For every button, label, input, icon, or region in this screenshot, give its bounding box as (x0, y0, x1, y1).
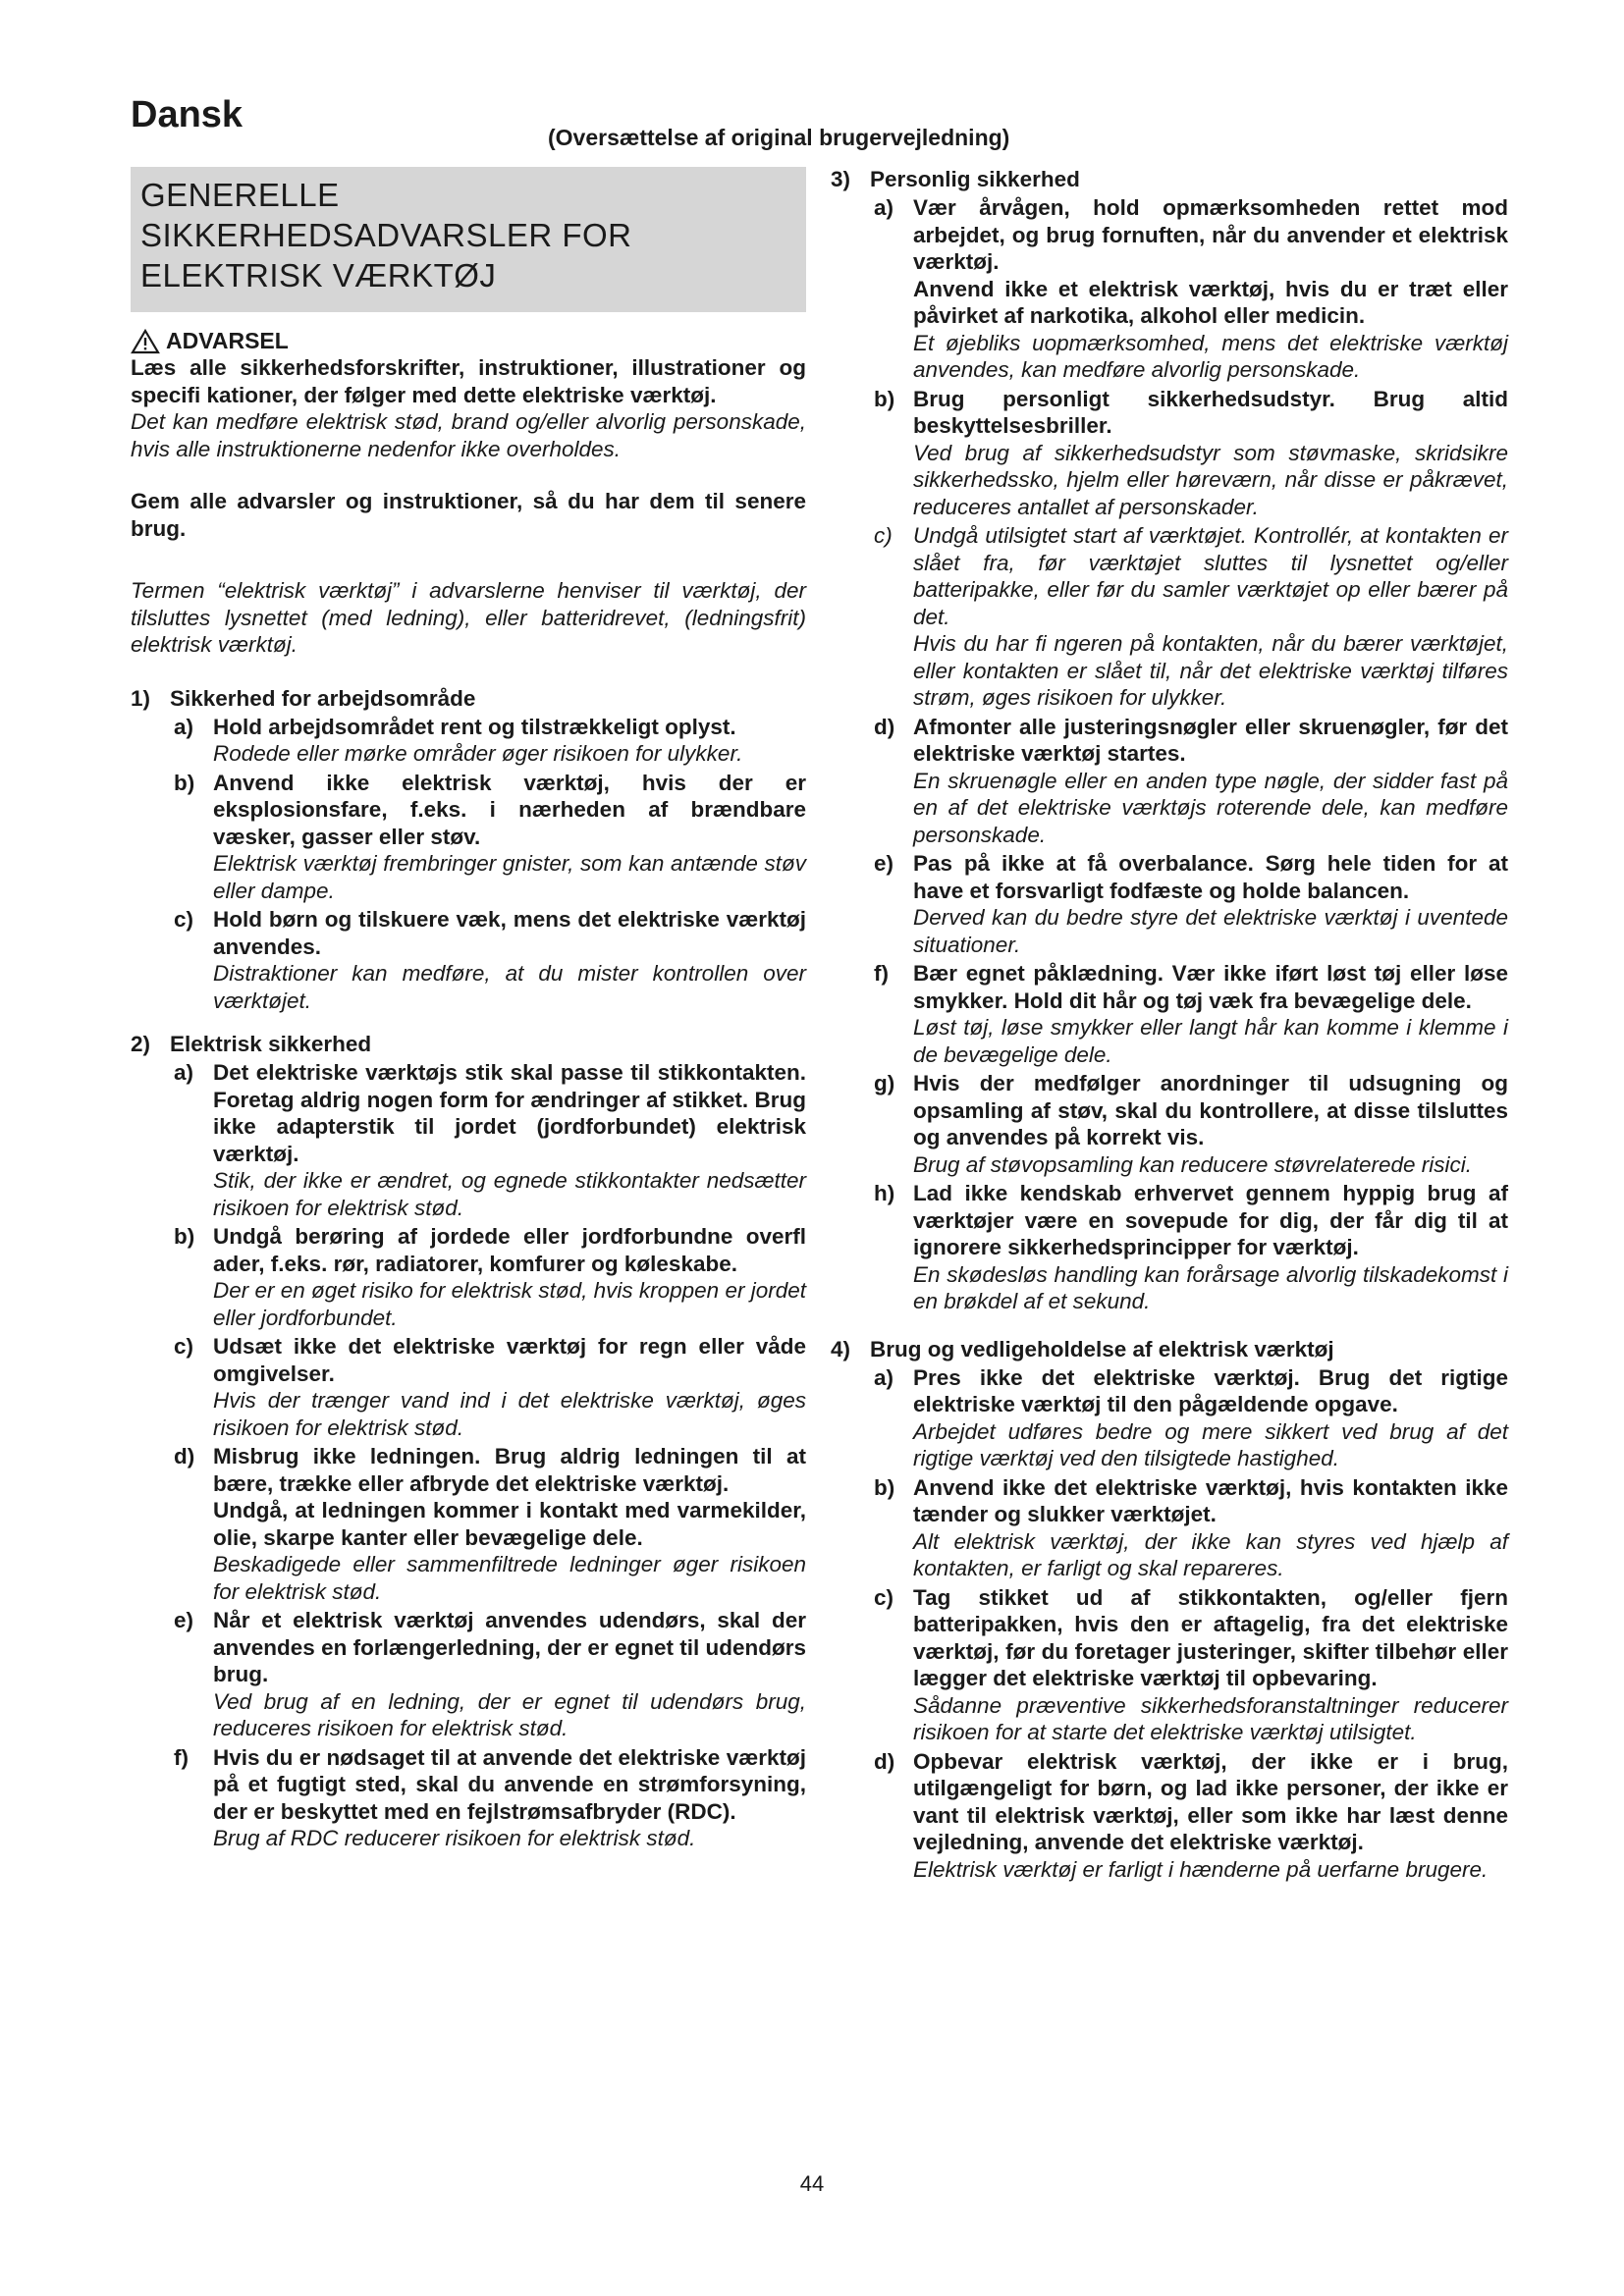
item-instruction: Bær egnet påklædning. Vær ikke iført løst tøj eller løse smykker. Hold dit hår og tøj væk fra bevægelige dele. (913, 961, 1508, 1013)
warning-consequence: Det kan medføre elektrisk stød, brand og/eller alvorlig personskade, hvis alle instruktionerne nedenfor ikke overholdes. (131, 409, 806, 461)
section-title: Elektrisk sikkerhed (170, 1032, 372, 1056)
item-instruction: Brug personligt sikkerhedsudstyr. Brug altid beskyttelsesbriller. (913, 386, 1508, 438)
item-explanation: Brug af RDC reducerer risikoen for elektrisk stød. (213, 1826, 696, 1850)
list-item (174, 906, 806, 1014)
item-explanation: En skødesløs handling kan forårsage alvorlig tilskadekomst i en brøkdel af et sekund. (913, 1261, 1508, 1313)
list-item (874, 522, 1508, 712)
title-line: SIKKERHEDSADVARSLER FOR (140, 217, 632, 253)
item-letter: b) (874, 386, 895, 411)
section-number: 4) (831, 1336, 851, 1362)
item-letter: f) (174, 1744, 189, 1770)
item-letter: a) (874, 1364, 894, 1390)
title-line: ELEKTRISK VÆRKTØJ (140, 257, 497, 294)
list-item (174, 770, 806, 905)
item-instruction: Afmonter alle justeringsnøgler eller skruenøgler, før det elektriske værktøj startes. (913, 714, 1508, 766)
list-item (874, 1748, 1508, 1884)
item-letter: c) (174, 1334, 194, 1359)
section-title: Sikkerhed for arbejdsområde (170, 685, 476, 711)
list-item (174, 1223, 806, 1331)
list-item (874, 960, 1508, 1068)
item-letter: d) (174, 1444, 195, 1468)
item-instruction: Pas på ikke at få overbalance. Sørg hele tiden for at have et forsvarligt fodfæste og holde balancen. (913, 851, 1508, 903)
section-number: 3) (831, 167, 851, 191)
list-item (874, 386, 1508, 521)
item-instruction: Det elektriske værktøjs stik skal passe til stikkontakten. Foretag aldrig nogen form for ændringer af stikket. Brug ikke adapterstik til jordet (jordforbundet) elektrisk værktøj. (213, 1060, 806, 1166)
item-instruction: Anvend ikke det elektriske værktøj, hvis kontakten ikke tænder og slukker værktøjet. (913, 1474, 1508, 1526)
item-letter: b) (174, 770, 195, 795)
item-letter: c) (874, 523, 893, 548)
left-column (131, 167, 806, 1852)
item-explanation: Sådanne præventive sikkerhedsforanstaltninger reducerer risikoen for at starte det elektriske værktøj utilsigtet. (913, 1692, 1508, 1744)
item-explanation: Brug af støvopsamling kan reducere støvrelaterede risici. (913, 1151, 1472, 1177)
item-instruction: Lad ikke kendskab erhvervet gennem hyppig brug af værktøjer være en sovepude for dig, der får dig til at ignorere sikkerhedsprincipper for værktøj. (913, 1181, 1508, 1259)
item-explanation: En skruenøgle eller en anden type nøgle, der sidder fast på en af det elektriske værktøjs roterende dele, kan medføre personskade. (913, 768, 1508, 847)
item-letter: e) (874, 851, 894, 876)
list-item (874, 1364, 1508, 1472)
section-heading (831, 167, 1508, 192)
section-title: Brug og vedligeholdelse af elektrisk værktøj (870, 1336, 1334, 1362)
item-explanation: Stik, der ikke er ændret, og egnede stikkontakter nedsætter risikoen for elektrisk stød. (213, 1168, 806, 1220)
item-letter: h) (874, 1181, 895, 1205)
list-item (874, 194, 1508, 384)
page-subtitle: (Oversættelse af original brugervejledning) (548, 125, 1010, 150)
item-letter: d) (874, 714, 895, 739)
item-instruction-2: Anvend ikke et elektrisk værktøj, hvis du er træt eller påvirket af narkotika, alkohol eller medicin. (913, 276, 1508, 328)
item-letter: b) (174, 1224, 195, 1249)
right-column (831, 167, 1508, 1883)
item-explanation: Rodede eller mørke områder øger risikoen for ulykker. (213, 741, 743, 766)
item-explanation: Elektrisk værktøj frembringer gnister, som kan antænde støv eller dampe. (213, 851, 806, 903)
list-item (174, 1443, 806, 1605)
item-letter: e) (174, 1608, 194, 1632)
item-explanation: Et øjebliks uopmærksomhed, mens det elektriske værktøj anvendes, kan medføre alvorlig personskade. (913, 330, 1508, 382)
item-instruction: Udsæt ikke det elektriske værktøj for regn eller våde omgivelser. (213, 1334, 806, 1386)
list-item (174, 1744, 806, 1852)
item-letter: a) (174, 714, 194, 739)
section-number: 2) (131, 1032, 151, 1056)
item-letter: a) (174, 1060, 194, 1085)
section-number: 1) (131, 685, 151, 711)
list-item (174, 1607, 806, 1742)
item-explanation: Hvis du har fi ngeren på kontakten, når du bærer værktøjet, eller kontakten er slået til, når det elektriske værktøj tilføres strøm, øges risikoen for ulykker. (913, 631, 1508, 710)
item-letter: c) (174, 907, 194, 932)
list-item (874, 1584, 1508, 1746)
item-instruction: Hold børn og tilskuere væk, mens det elektriske værktøj anvendes. (213, 907, 806, 959)
section-heading (131, 686, 806, 712)
item-explanation: Der er en øget risiko for elektrisk stød, hvis kroppen er jordet eller jordforbundet. (213, 1278, 806, 1330)
item-instruction: Opbevar elektrisk værktøj, der ikke er i brug, utilgængeligt for børn, og lad ikke personer, der ikke er vant til elektrisk værktøj, eller som ikke har læst denne vejledning, anvende det elektriske værktøj. (913, 1748, 1508, 1854)
item-instruction: Hold arbejdsområdet rent og tilstrækkeligt oplyst. (213, 714, 736, 739)
item-letter: c) (874, 1584, 894, 1610)
item-explanation: Ved brug af sikkerhedsudstyr som støvmaske, skridsikre sikkerhedssko, hjelm eller høreværn, når disse er påkrævet, reduceres antallet af personskader. (913, 440, 1508, 519)
section-title-box (131, 167, 806, 312)
keep-instructions: Gem alle advarsler og instruktioner, så du har dem til senere brug. (131, 489, 806, 541)
list-item (874, 1474, 1508, 1582)
item-instruction: Misbrug ikke ledningen. Brug aldrig ledningen til at bære, trække eller afbryde det elektriske værktøj. (213, 1444, 806, 1496)
list-item (874, 850, 1508, 958)
item-instruction: Tag stikket ud af stikkontakten, og/eller fjern batteripakken, hvis den er aftagelig, fra det elektriske værktøj, før du foretager justeringer, skifter tilbehør eller lægger det elektriske værktøj til opbevaring. (913, 1584, 1508, 1690)
item-instruction: Når et elektrisk værktøj anvendes udendørs, skal der anvendes en forlængerledning, der er egnet til udendørs brug. (213, 1608, 806, 1686)
item-instruction: Anvend ikke elektrisk værktøj, hvis der er eksplosionsfare, f.eks. i nærheden af brændbare væsker, gasser eller støv. (213, 770, 806, 849)
list-item (174, 1333, 806, 1441)
item-instruction-2: Undgå, at ledningen kommer i kontakt med varmekilder, olie, skarpe kanter eller bevægelige dele. (213, 1498, 806, 1550)
item-explanation: Derved kan du bedre styre det elektriske værktøj i uventede situationer. (913, 905, 1508, 957)
list-item (874, 1070, 1508, 1178)
list-item (174, 1059, 806, 1221)
term-definition: Termen “elektrisk værktøj” i advarslerne henviser til værktøj, der tilsluttes lysnettet (med ledning), eller batteridrevet, (ledningsfrit) elektrisk værktøj. (131, 578, 806, 657)
section-heading (831, 1337, 1508, 1362)
item-explanation: Arbejdet udføres bedre og mere sikkert ved brug af det rigtige værktøj ved den tilsigtede hastighed. (913, 1418, 1508, 1470)
item-letter: a) (874, 195, 894, 220)
item-instruction: Undgå berøring af jordede eller jordforbundne overfl ader, f.eks. rør, radiatorer, komfurer og køleskabe. (213, 1224, 806, 1276)
warning-heading (131, 328, 806, 354)
warning-label: ADVARSEL (166, 328, 289, 353)
item-explanation: Alt elektrisk værktøj, der ikke kan styres ved hjælp af kontakten, er farligt og skal repareres. (913, 1528, 1508, 1580)
warning-instruction: Læs alle sikkerhedsforskrifter, instruktioner, illustrationer og specifi kationer, der følger med dette elektriske værktøj. (131, 355, 806, 407)
section-heading (131, 1032, 806, 1057)
item-explanation: Beskadigede eller sammenfiltrede ledninger øger risikoen for elektrisk stød. (213, 1552, 806, 1604)
page-number: 44 (799, 2171, 825, 2196)
warning-triangle-icon (131, 329, 160, 354)
section-title: Personlig sikkerhed (870, 167, 1080, 191)
item-explanation: Ved brug af en ledning, der er egnet til udendørs brug, reduceres risikoen for elektrisk stød. (213, 1688, 806, 1740)
item-letter: b) (874, 1474, 895, 1500)
item-letter: g) (874, 1071, 895, 1095)
list-item (174, 714, 806, 768)
item-instruction: Vær årvågen, hold opmærksomheden rettet mod arbejdet, og brug fornuften, når du anvender et elektrisk værktøj. (913, 195, 1508, 274)
item-instruction: Hvis der medfølger anordninger til udsugning og opsamling af støv, skal du kontrollere, at disse tilsluttes og anvendes på korrekt vis. (913, 1071, 1508, 1149)
list-item (874, 714, 1508, 849)
item-letter: f) (874, 961, 889, 986)
item-instruction: Hvis du er nødsaget til at anvende det elektriske værktøj på et fugtigt sted, skal du anvende en strømforsyning, der er beskyttet med en fejlstrømsafbryder (RDC). (213, 1744, 806, 1824)
item-explanation: Elektrisk værktøj er farligt i hænderne på uerfarne brugere. (913, 1856, 1489, 1882)
item-letter: d) (874, 1748, 895, 1774)
page-language: Dansk (131, 94, 244, 135)
item-explanation: Løst tøj, løse smykker eller langt hår kan komme i klemme i de bevægelige dele. (913, 1015, 1508, 1067)
title-line: GENERELLE (140, 177, 340, 213)
item-explanation: Distraktioner kan medføre, at du mister kontrollen over værktøjet. (213, 961, 806, 1013)
item-explanation: Hvis der trænger vand ind i det elektriske værktøj, øges risikoen for elektrisk stød. (213, 1388, 806, 1440)
item-instruction: Undgå utilsigtet start af værktøjet. Kontrollér, at kontakten er slået fra, før værktøjet sluttes til lysnettet og/eller batteripakke, eller før du samler værktøjet op eller bærer på det. (913, 523, 1508, 629)
list-item (874, 1180, 1508, 1315)
item-instruction: Pres ikke det elektriske værktøj. Brug det rigtige elektriske værktøj til den pågældende opgave. (913, 1364, 1508, 1416)
